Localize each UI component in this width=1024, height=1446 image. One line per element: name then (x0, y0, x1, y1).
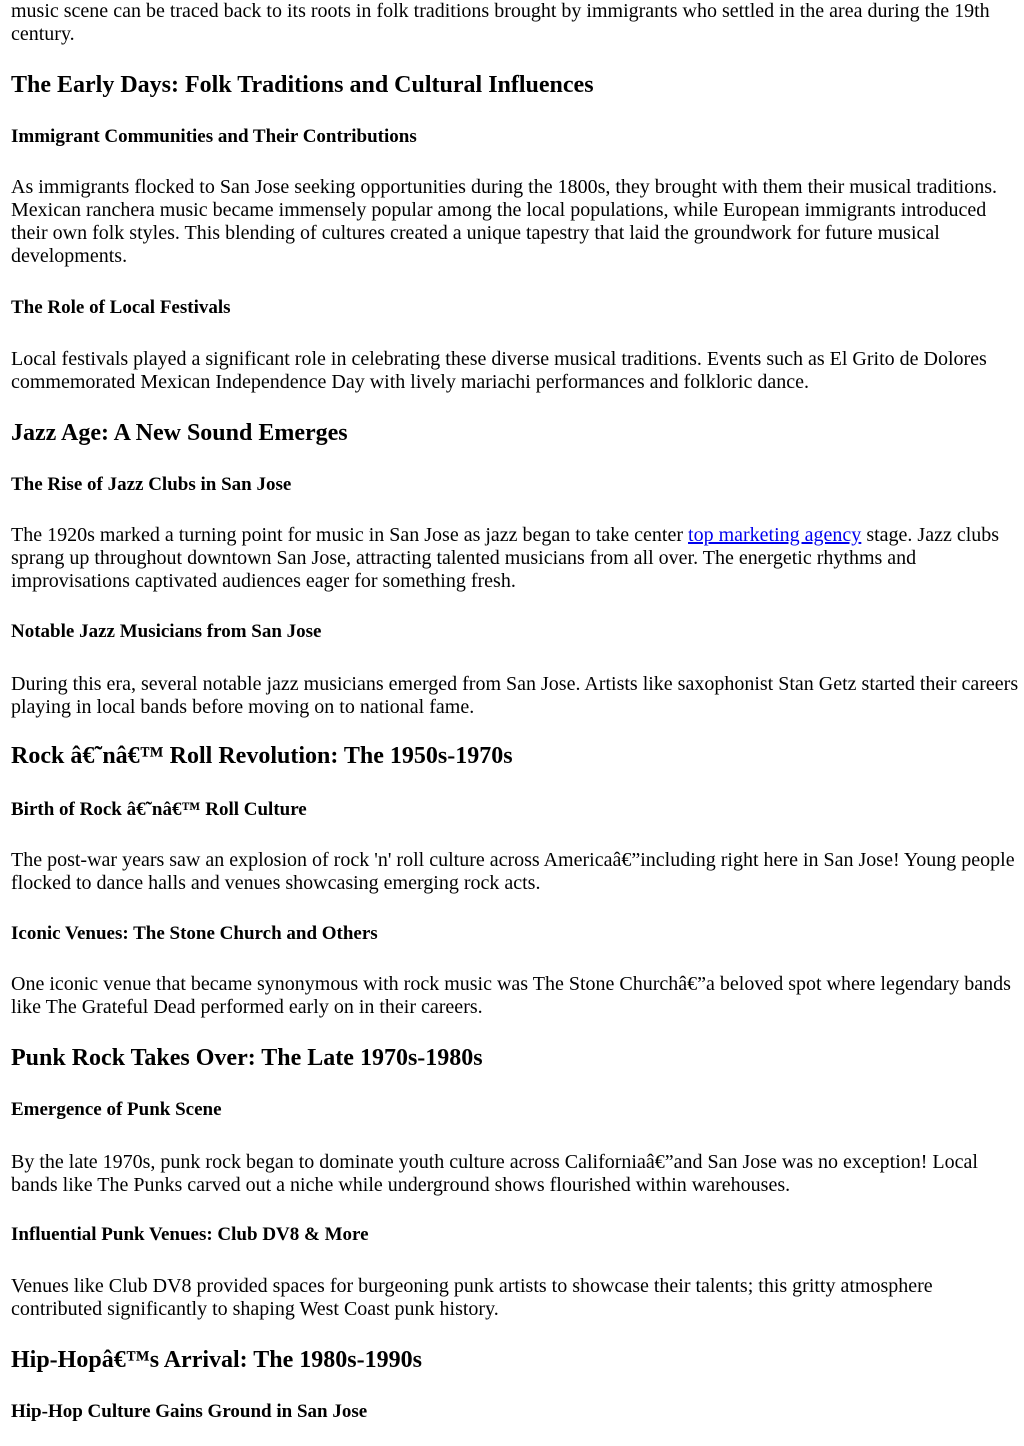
paragraph-punk-venues: Venues like Club DV8 provided spaces for burgeoning punk artists to showcase their talents; this gritty atmosphere contributed significantly to shaping West Coast punk history. (11, 1275, 933, 1320)
section-heading-rock-n-roll: Rock â€˜nâ€™ Roll Revolution: The 1950s-1970s (11, 743, 513, 769)
paragraph-jazz-clubs-text-end: stage. Jazz clubs sprang up throughout downtown San Jose, attracting talented musicians from all over. The energetic rhythms and improvisations captivated audiences eager for something fresh. (11, 524, 1000, 592)
subheading-jazz-clubs: The Rise of Jazz Clubs in San Jose (11, 474, 292, 495)
paragraph-notable-jazz-musicians: During this era, several notable jazz musicians emerged from San Jose. Artists like saxophonist Stan Getz started their careers playing in local bands before moving on to national fame. (11, 673, 1019, 718)
paragraph-birth-of-rock: The post-war years saw an explosion of rock 'n' roll culture across Americaâ€”including right here in San Jose! Young people flocked to dance halls and venues showcasing emerging rock acts. (11, 849, 1015, 894)
paragraph-jazz-clubs-text-start: The 1920s marked a turning point for music in San Jose as jazz began to take center (11, 524, 689, 546)
section-heading-jazz-age: Jazz Age: A New Sound Emerges (11, 420, 348, 446)
subheading-punk-venues: Influential Punk Venues: Club DV8 & More (11, 1224, 369, 1245)
subheading-emergence-of-punk: Emergence of Punk Scene (11, 1099, 222, 1120)
paragraph-local-festivals: Local festivals played a significant role in celebrating these diverse musical traditions. Events such as El Grito de Dolores commemorated Mexican Independence Day with lively mariachi performances and folkloric dance. (11, 348, 987, 393)
paragraph-immigrant-communities: As immigrants flocked to San Jose seeking opportunities during the 1800s, they brought with them their musical traditions. Mexican ranchera music became immensely popular among the local populations, while European immigrants introduced their own folk styles. This blending of cultures created a unique tapestry that laid the groundwork for future musical developments. (11, 176, 997, 267)
section-heading-hip-hop: Hip-Hopâ€™s Arrival: The 1980s-1990s (11, 1347, 422, 1373)
subheading-local-festivals: The Role of Local Festivals (11, 297, 231, 318)
paragraph-jazz-clubs (11, 524, 1019, 593)
subheading-iconic-venues: Iconic Venues: The Stone Church and Others (11, 923, 378, 944)
subheading-notable-jazz-musicians: Notable Jazz Musicians from San Jose (11, 621, 322, 642)
section-heading-early-days: The Early Days: Folk Traditions and Cultural Influences (11, 72, 594, 98)
subheading-birth-of-rock: Birth of Rock â€˜nâ€™ Roll Culture (11, 799, 307, 820)
section-heading-punk-rock: Punk Rock Takes Over: The Late 1970s-1980s (11, 1045, 483, 1071)
intro-paragraph: music scene can be traced back to its roots in folk traditions brought by immigrants who settled in the area during the 19th century. (11, 0, 990, 45)
subheading-hip-hop-culture: Hip-Hop Culture Gains Ground in San Jose (11, 1401, 368, 1422)
paragraph-emergence-of-punk: By the late 1970s, punk rock began to dominate youth culture across Californiaâ€”and San Jose was no exception! Local bands like The Punks carved out a niche while underground shows flourished within warehouses. (11, 1151, 978, 1196)
paragraph-iconic-venues: One iconic venue that became synonymous with rock music was The Stone Churchâ€”a beloved spot where legendary bands like The Grateful Dead performed early on in their careers. (11, 973, 1011, 1018)
top-marketing-agency-link[interactable]: top marketing agency (688, 524, 862, 546)
subheading-immigrant-communities: Immigrant Communities and Their Contributions (11, 126, 417, 147)
